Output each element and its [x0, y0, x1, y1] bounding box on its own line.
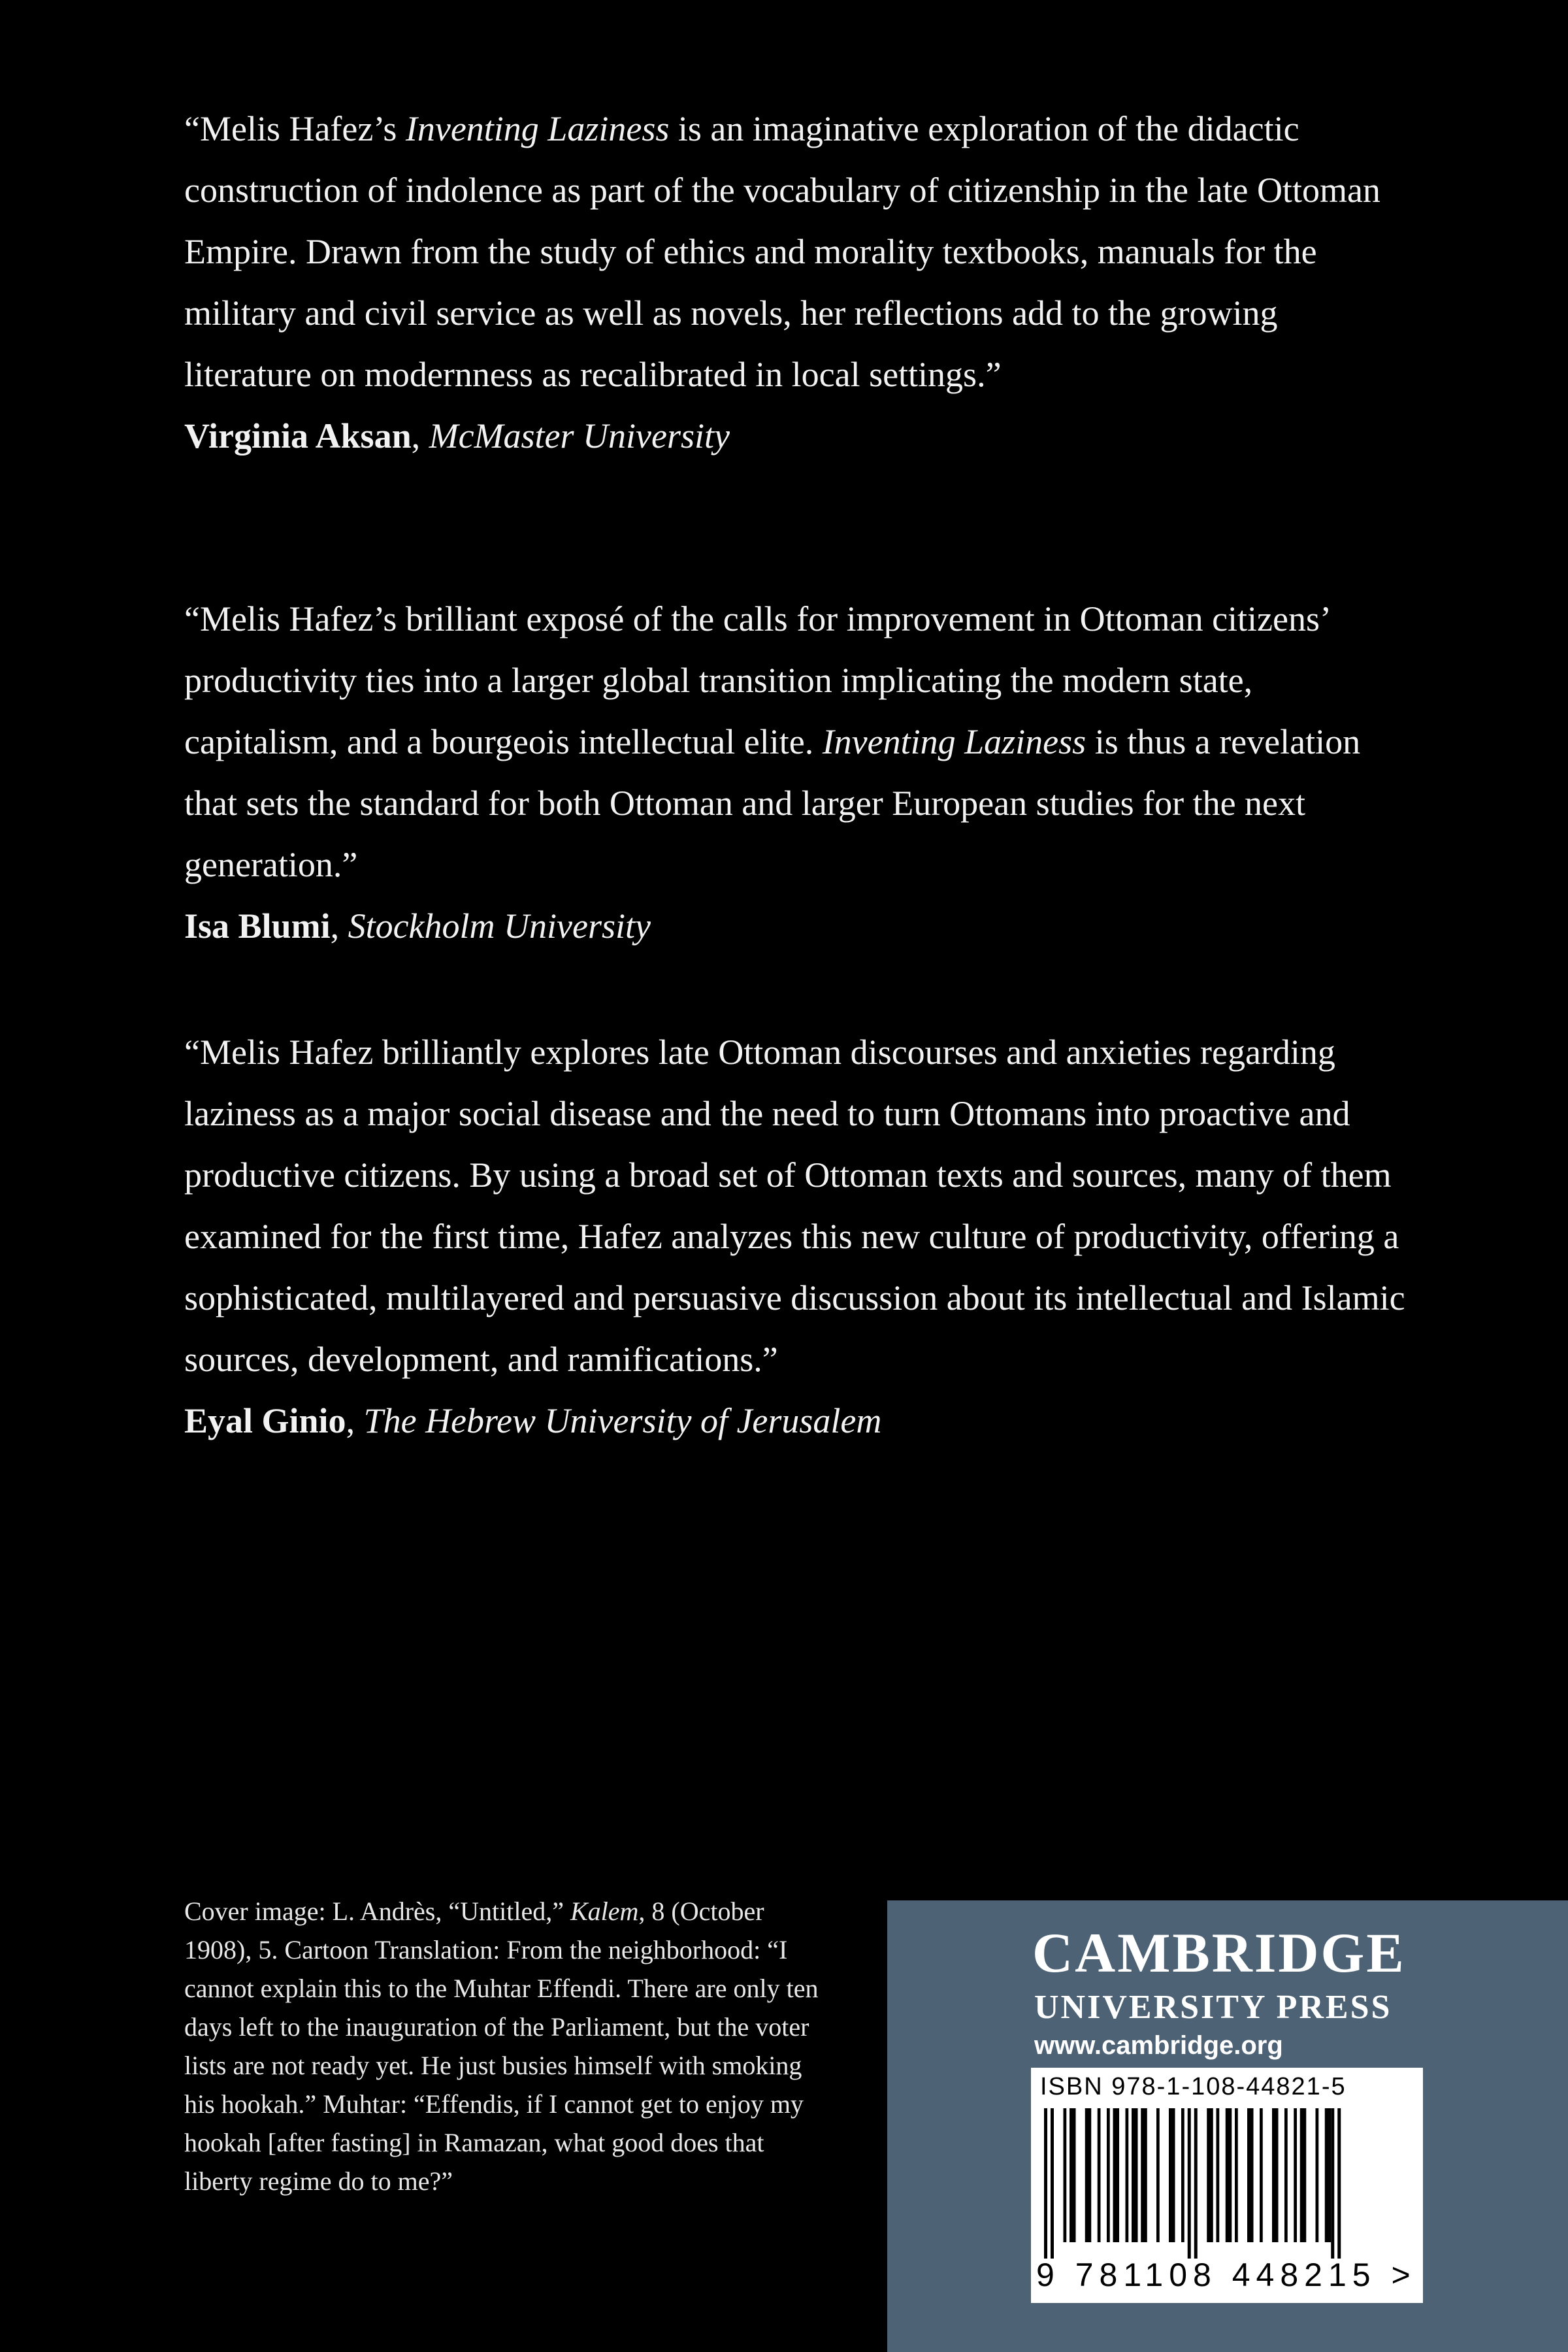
- quote-text: [184, 1021, 1413, 1390]
- barcode-bar: [1085, 2108, 1092, 2242]
- barcode-bar: [1051, 2108, 1054, 2259]
- barcode-digits: 9 781108 448215 >: [1036, 2257, 1416, 2293]
- text-run: is thus a revelation that sets the standard for both Ottoman and larger European studies for the next generation.”: [184, 722, 1361, 884]
- endorsement-quote-2: [184, 588, 1413, 957]
- barcode-bar: [1169, 2108, 1175, 2242]
- barcode-bar: [1331, 2108, 1334, 2259]
- italic-title: Kalem: [570, 1897, 639, 1926]
- barcode-bar: [1207, 2108, 1213, 2242]
- text-run: “Melis Hafez’s brilliant exposé of the calls for improvement in Ottoman citizens’ productivity ties into a larger global transition implicating the modern state, capitalism, and a bourgeois intellectual elite.: [184, 599, 1329, 761]
- italic-title: Inventing Laziness: [405, 109, 670, 148]
- quote-text: [184, 588, 1413, 895]
- quote-text: [184, 98, 1413, 405]
- barcode-bar: [1235, 2108, 1238, 2242]
- barcode-bar: [1044, 2108, 1047, 2259]
- barcode-bar: [1194, 2108, 1198, 2259]
- quote-attribution: Virginia Aksan, McMaster University: [184, 416, 730, 455]
- isbn-label: ISBN 978-1-108-44821-5: [1040, 2073, 1347, 2100]
- publisher-name: CAMBRIDGE: [1032, 1921, 1406, 1984]
- barcode-bar: [1217, 2108, 1220, 2242]
- barcode-bar: [1181, 2108, 1184, 2242]
- barcode-bar: [1132, 2108, 1138, 2242]
- text-run: “Melis Hafez’s: [184, 109, 406, 148]
- quote-institution: Stockholm University: [348, 906, 651, 946]
- text-run: , 8 (October 1908), 5. Cartoon Translation: From the neighborhood: “I cannot explain this to the Muhtar Effendi. There are only ten days left to the inauguration of the Parliament, but the voter lists are not ready yet. He just busies himself with smoking his hookah.” Muhtar: “Effendis, if I cannot get to enjoy my hookah [after fasting] in Ramazan, what good does that liberty regime do to me?”: [184, 1897, 819, 2196]
- quote-attribution: Eyal Ginio, The Hebrew University of Jerusalem: [184, 1401, 882, 1440]
- quote-institution: The Hebrew University of Jerusalem: [363, 1401, 882, 1440]
- text-run: is an imaginative exploration of the didactic construction of indolence as part of the vocabulary of citizenship in the late Ottoman Empire. Drawn from the study of ethics and morality textbooks, manuals for the military and civil service as well as novels, her reflections add to the growing literature on modernness as recalibrated in local settings.”: [184, 109, 1380, 394]
- isbn-barcode: [1031, 2068, 1423, 2303]
- barcode-bars: [1041, 2108, 1407, 2259]
- endorsement-quote-1: [184, 98, 1413, 467]
- quote-institution: McMaster University: [429, 416, 730, 455]
- barcode-bar: [1260, 2108, 1263, 2242]
- barcode-bar: [1294, 2108, 1297, 2242]
- quote-attribution: Isa Blumi, Stockholm University: [184, 906, 651, 946]
- barcode-bar: [1247, 2108, 1254, 2242]
- barcode-bar: [1064, 2108, 1067, 2242]
- barcode-bar: [1156, 2108, 1160, 2242]
- barcode-bar: [1272, 2108, 1279, 2242]
- barcode-bar: [1316, 2108, 1319, 2242]
- barcode-bar: [1337, 2108, 1341, 2259]
- barcode-bar: [1098, 2108, 1101, 2242]
- text-run: Cover image: L. Andrès, “Untitled,”: [184, 1897, 570, 1926]
- barcode-bar: [1188, 2108, 1191, 2259]
- barcode-bar: [1070, 2108, 1076, 2242]
- quote-author: Virginia Aksan: [184, 416, 412, 455]
- barcode-bar: [1226, 2108, 1232, 2242]
- barcode-bar: [1113, 2108, 1120, 2242]
- italic-title: Inventing Laziness: [822, 722, 1086, 761]
- barcode-bar: [1300, 2108, 1307, 2242]
- endorsement-quote-3: [184, 1021, 1413, 1451]
- quote-author: Isa Blumi: [184, 906, 331, 946]
- barcode-bar: [1126, 2108, 1129, 2242]
- barcode-bar: [1141, 2108, 1147, 2242]
- cover-image-caption: [184, 1892, 838, 2200]
- barcode-bar: [1325, 2108, 1331, 2242]
- barcode-bar: [1284, 2108, 1288, 2242]
- quote-author: Eyal Ginio: [184, 1401, 346, 1440]
- publisher-block: [887, 1900, 1568, 2352]
- publisher-subtitle: UNIVERSITY PRESS: [1034, 1989, 1392, 2026]
- barcode-bar: [1107, 2108, 1110, 2242]
- publisher-url: www.cambridge.org: [1034, 2031, 1283, 2060]
- text-run: “Melis Hafez brilliantly explores late Ottoman discourses and anxieties regarding laziness as a major social disease and the need to turn Ottomans into proactive and productive citizens. By using a broad set of Ottoman texts and sources, many of them examined for the first time, Hafez analyzes this new culture of productivity, offering a sophisticated, multilayered and persuasive discussion about its intellectual and Islamic sources, development, and ramifications.”: [184, 1033, 1405, 1379]
